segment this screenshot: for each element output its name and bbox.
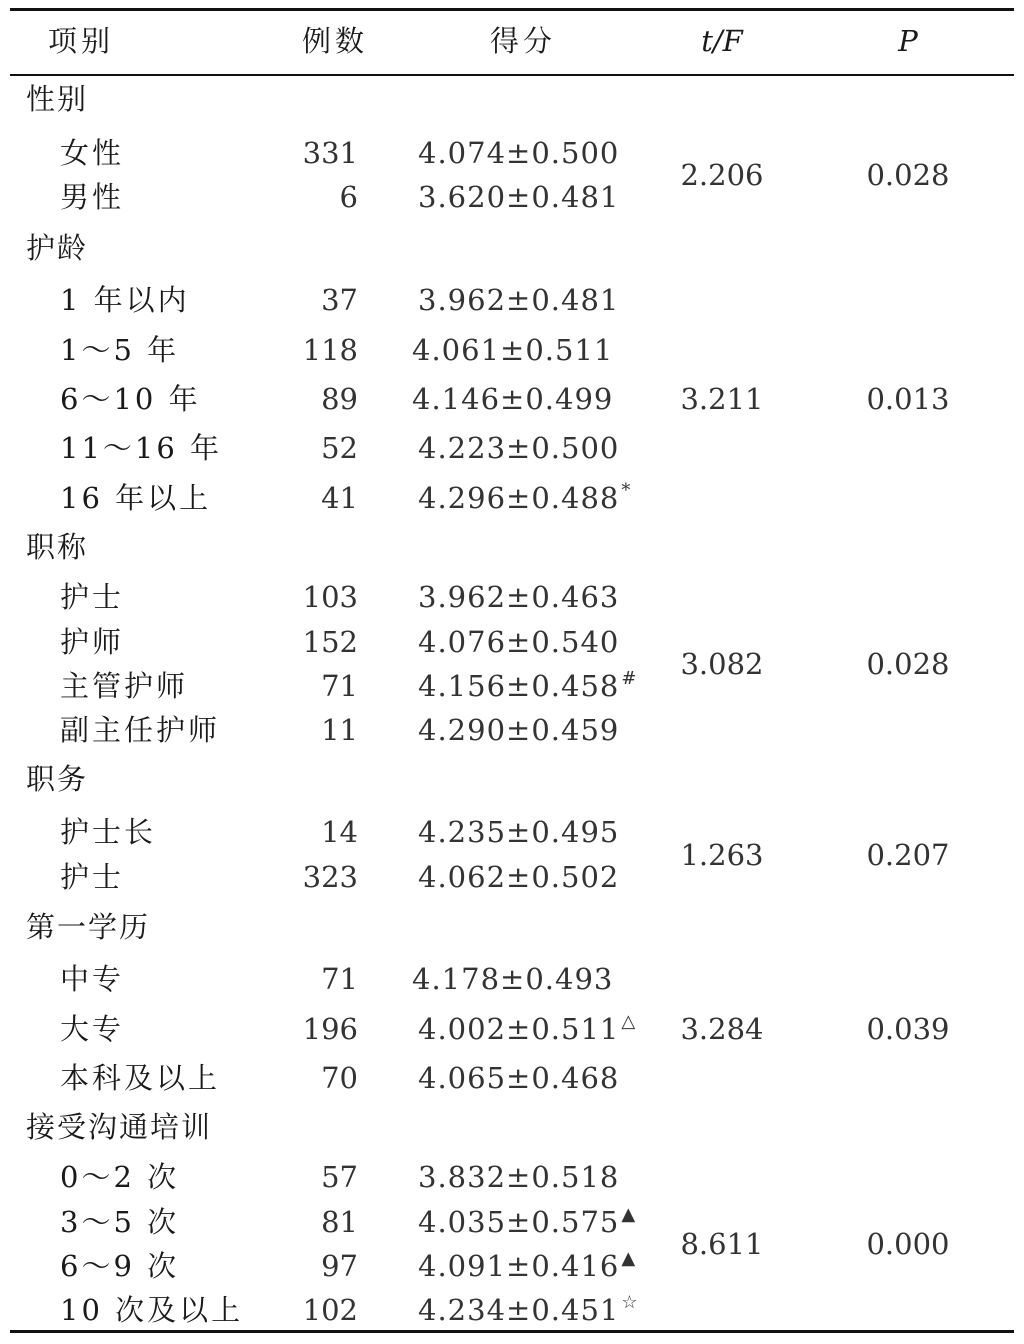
row-score <box>418 136 619 170</box>
group-t-f: 3.211 <box>680 382 764 416</box>
row-count: 81 <box>321 1205 358 1239</box>
row-score <box>418 481 631 520</box>
header-score: 得分 <box>490 24 557 58</box>
row-label: 护师 <box>60 625 125 659</box>
header-t-f: t/F <box>701 24 743 58</box>
header-count: 例数 <box>302 24 369 58</box>
score-value: 4.035±0.575 <box>418 1205 620 1239</box>
row-score <box>418 180 619 214</box>
header-item: 项别 <box>48 24 115 58</box>
group-p: 0.039 <box>866 1011 950 1046</box>
row-label: 本科及以上 <box>60 1061 221 1095</box>
group-label: 职称 <box>26 530 89 564</box>
row-score <box>418 669 637 708</box>
score-value: 3.962±0.481 <box>418 283 620 317</box>
row-count: 196 <box>302 1012 358 1046</box>
group-p: 0.000 <box>866 1226 950 1261</box>
table-header-rule <box>10 74 1014 76</box>
row-label: 女性 <box>60 136 125 170</box>
row-label: 1～5 年 <box>60 333 180 367</box>
group-label: 接受沟通培训 <box>26 1110 213 1144</box>
row-label: 主管护师 <box>60 669 189 703</box>
score-value: 3.832±0.518 <box>418 1160 620 1194</box>
score-value: 4.296±0.488 <box>418 481 620 515</box>
row-count: 102 <box>302 1293 358 1327</box>
row-count: 14 <box>321 815 358 849</box>
row-count: 70 <box>321 1061 358 1095</box>
row-label: 护士长 <box>60 815 157 849</box>
row-label: 0～2 次 <box>60 1160 180 1194</box>
score-value: 4.091±0.416 <box>418 1249 620 1283</box>
score-value: 4.062±0.502 <box>418 860 620 894</box>
row-score <box>418 580 619 614</box>
score-value: 4.061±0.511 <box>412 333 614 367</box>
row-label: 11～16 年 <box>60 431 223 465</box>
table-top-rule <box>10 8 1014 11</box>
row-label: 护士 <box>60 580 125 614</box>
row-count: 71 <box>321 962 358 996</box>
row-score <box>418 713 619 747</box>
row-count: 331 <box>302 136 358 170</box>
group-t-f: 3.284 <box>680 1011 764 1046</box>
row-count: 57 <box>321 1160 358 1194</box>
row-count: 89 <box>321 382 358 416</box>
group-p: 0.028 <box>866 646 950 681</box>
row-count: 11 <box>321 713 358 747</box>
significance-mark: ▲ <box>621 1204 637 1225</box>
row-label: 大专 <box>60 1012 125 1046</box>
significance-mark: * <box>621 480 632 501</box>
row-label: 16 年以上 <box>60 481 212 515</box>
group-t-f: 8.611 <box>680 1226 764 1261</box>
row-label: 男性 <box>60 180 125 214</box>
significance-mark: ▲ <box>621 1248 637 1269</box>
row-label: 3～5 次 <box>60 1205 180 1239</box>
group-label: 护龄 <box>26 231 89 265</box>
row-score <box>418 815 619 849</box>
group-t-f: 3.082 <box>680 646 764 681</box>
score-value: 4.074±0.500 <box>418 136 620 170</box>
row-count: 52 <box>321 431 358 465</box>
score-value: 4.235±0.495 <box>418 815 620 849</box>
score-value: 4.234±0.451 <box>418 1293 620 1327</box>
score-value: 4.156±0.458 <box>418 669 620 703</box>
row-score <box>418 431 619 465</box>
score-value: 4.002±0.511 <box>418 1012 620 1046</box>
group-p: 0.028 <box>866 158 950 192</box>
score-value: 4.065±0.468 <box>418 1061 620 1095</box>
row-score <box>418 1293 638 1332</box>
row-count: 71 <box>321 669 358 703</box>
group-label: 性别 <box>26 82 89 116</box>
row-count: 41 <box>321 481 358 515</box>
score-value: 4.290±0.459 <box>418 713 620 747</box>
score-value: 4.146±0.499 <box>412 382 614 416</box>
group-t-f: 1.263 <box>680 837 764 872</box>
score-value: 4.076±0.540 <box>418 625 620 659</box>
row-label: 10 次及以上 <box>60 1293 244 1327</box>
row-score <box>418 625 619 659</box>
row-count: 152 <box>302 625 358 659</box>
row-score <box>418 1205 636 1244</box>
row-label: 6～9 次 <box>60 1249 180 1283</box>
row-count: 97 <box>321 1249 358 1283</box>
row-score <box>418 1012 636 1051</box>
row-label: 护士 <box>60 860 125 894</box>
row-label: 6～10 年 <box>60 382 201 416</box>
row-score <box>418 1249 636 1288</box>
group-p: 0.013 <box>866 382 950 416</box>
score-value: 3.962±0.463 <box>418 580 620 614</box>
row-score <box>412 962 613 996</box>
score-value: 3.620±0.481 <box>418 180 620 214</box>
row-label: 1 年以内 <box>60 283 190 317</box>
group-label: 第一学历 <box>26 910 151 944</box>
row-label: 中专 <box>60 962 125 996</box>
row-count: 118 <box>302 333 358 367</box>
row-score <box>418 860 619 894</box>
score-value: 4.178±0.493 <box>412 962 614 996</box>
row-count: 323 <box>302 860 358 894</box>
row-count: 103 <box>302 580 358 614</box>
row-count: 37 <box>321 283 358 317</box>
row-score <box>418 1160 619 1194</box>
significance-mark: △ <box>621 1011 637 1032</box>
row-count: 6 <box>339 180 358 214</box>
header-p: P <box>898 24 918 58</box>
group-t-f: 2.206 <box>680 158 764 192</box>
row-score <box>418 1061 619 1095</box>
significance-mark: # <box>621 668 638 689</box>
score-value: 4.223±0.500 <box>418 431 620 465</box>
row-label: 副主任护师 <box>60 713 221 747</box>
group-p: 0.207 <box>866 837 950 872</box>
group-label: 职务 <box>26 762 89 796</box>
row-score <box>418 283 619 317</box>
significance-mark: ☆ <box>621 1292 639 1313</box>
row-score <box>412 382 613 416</box>
row-score <box>412 333 613 367</box>
